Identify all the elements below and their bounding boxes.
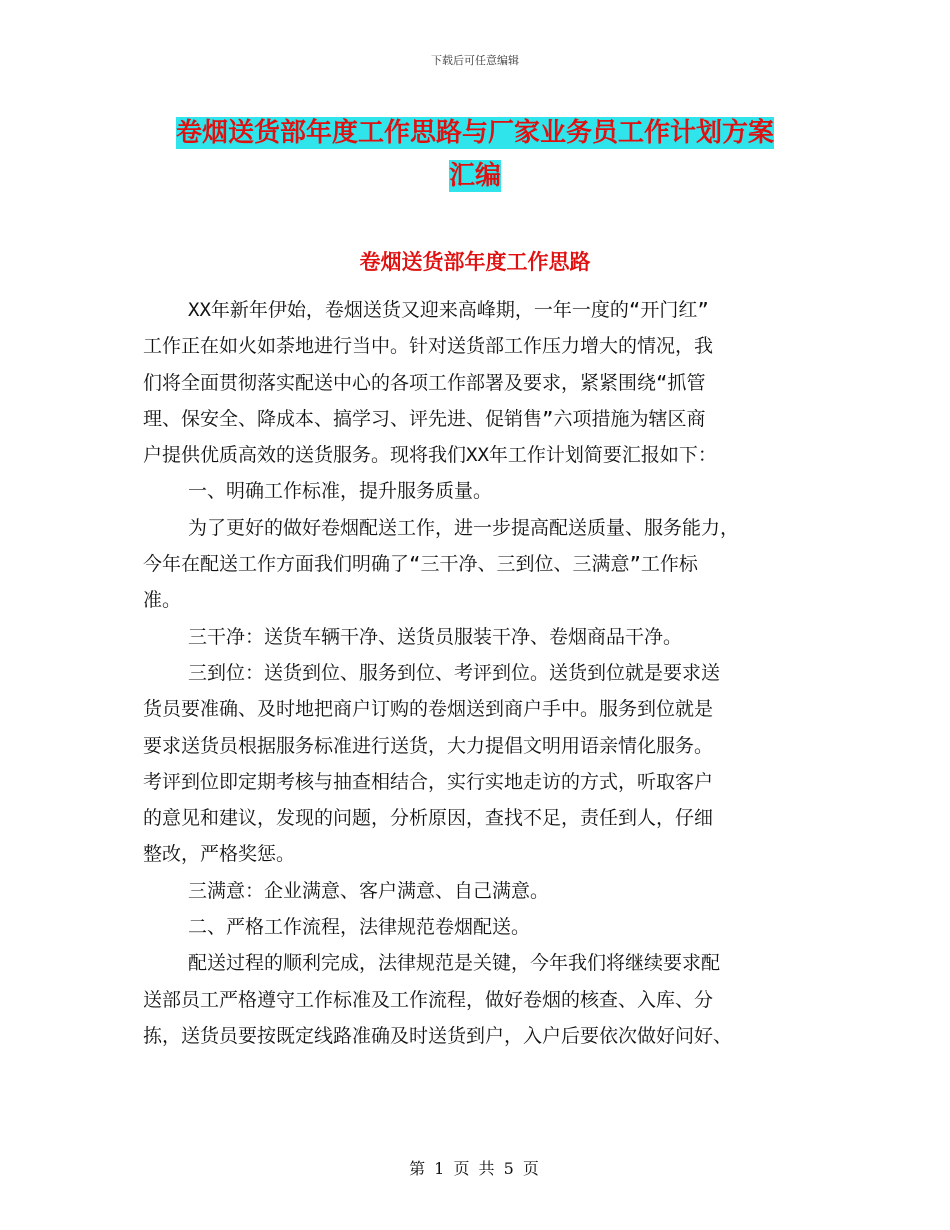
paragraph-line: 三干净：送货车辆干净、送货员服装干净、卷烟商品干净。 — [188, 625, 683, 648]
page-footer: 第 1 页 共 5 页 — [409, 1159, 541, 1178]
body-text — [143, 292, 808, 1054]
document-title-line-2 — [0, 155, 950, 192]
paragraph-line: 要求送货员根据服务标准进行送货，大力提倡文明用语亲情化服务。 — [143, 734, 714, 757]
paragraph-line: 整改，严格奖惩。 — [143, 843, 296, 866]
section-heading: 一、明确工作标准，提升服务质量。 — [188, 480, 493, 503]
header-note: 下载后可任意编辑 — [431, 54, 519, 67]
paragraph-line: 货员要准确、及时地把商户订购的卷烟送到商户手中。服务到位就是 — [143, 698, 714, 721]
paragraph-line: 三到位：送货到位、服务到位、考评到位。送货到位就是要求送 — [188, 661, 721, 684]
document-title-text-1: 卷烟送货部年度工作思路与厂家业务员工作计划方案 — [175, 118, 774, 148]
paragraph-line: 准。 — [143, 589, 182, 612]
paragraph-line: 拣，送货员要按既定线路准确及时送货到户，入户后要依次做好问好、 — [143, 1024, 733, 1047]
paragraph-line: 送部员工严格遵守工作标准及工作流程，做好卷烟的核查、入库、分 — [143, 988, 714, 1011]
section-title: 卷烟送货部年度工作思路 — [359, 249, 591, 274]
section-heading: 二、严格工作流程，法律规范卷烟配送。 — [188, 916, 531, 939]
paragraph-line: 工作正在如火如荼地进行当中。针对送货部工作压力增大的情况，我 — [143, 335, 714, 358]
paragraph-line: 为了更好的做好卷烟配送工作，进一步提高配送质量、服务能力， — [188, 516, 740, 539]
paragraph-line: 配送过程的顺利完成，法律规范是关键，今年我们将继续要求配 — [188, 952, 721, 975]
document-title-text-2: 汇编 — [448, 161, 501, 191]
paragraph-line: 们将全面贯彻落实配送中心的各项工作部署及要求，紧紧围绕“抓管 — [143, 371, 706, 394]
paragraph-line: 考评到位即定期考核与抽查相结合，实行实地走访的方式，听取客户 — [143, 770, 714, 793]
document-title-line-1 — [0, 112, 950, 149]
paragraph-line: XX年新年伊始，卷烟送货又迎来高峰期，一年一度的“开门红” — [188, 299, 709, 321]
paragraph-line: 三满意：企业满意、客户满意、自己满意。 — [188, 879, 550, 902]
paragraph-line: 今年在配送工作方面我们明确了“三干净、三到位、三满意”工作标 — [143, 553, 698, 576]
paragraph-line: 户提供优质高效的送货服务。现将我们XX年工作计划简要汇报如下： — [143, 444, 717, 467]
paragraph-line: 的意见和建议，发现的问题，分析原因，查找不足，责任到人，仔细 — [143, 807, 714, 830]
paragraph-line: 理、保安全、降成本、搞学习、评先进、促销售”六项措施为辖区商 — [143, 407, 706, 430]
